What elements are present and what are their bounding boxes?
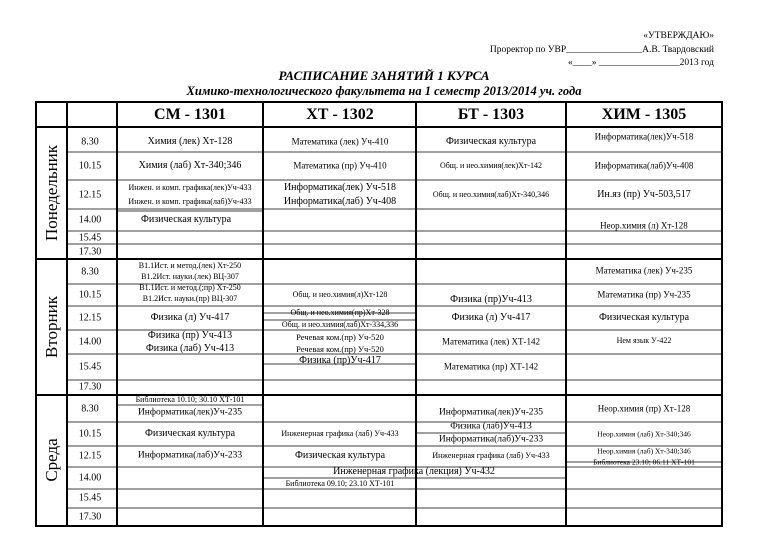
time-slot: 17.30 (78, 381, 102, 393)
lesson-entry: В1.1Ист. и метод.(;пр) Хт-250 (139, 283, 241, 292)
lesson-entry: Математика (пр) Уч-410 (293, 160, 387, 171)
group-header-sm-1301: СМ - 1301 (154, 106, 226, 123)
lesson-entry: В1.2Ист. науки.(пр) ВЦ-307 (142, 294, 238, 303)
lesson-entry: Неор.химия (лаб) Хт-340;346 (597, 429, 691, 439)
time-slot: 8.30 (81, 136, 99, 148)
lesson-entry: Библиотека 10.10; 30.10 ХТ-101 (135, 395, 245, 404)
lesson-entry: Физика (пр)Уч-417 (299, 355, 381, 366)
lesson-entry: Ин.яз (пр) Уч-503,517 (597, 189, 691, 200)
lesson-entry: Информатика(лек)Уч-235 (438, 407, 544, 418)
prorector-signature-line: Проректор по УВР________________А.В. Твардовский (489, 45, 714, 55)
lesson-entry: Химия (лек) Хт-128 (147, 136, 233, 147)
time-slot: 17.30 (78, 246, 102, 258)
group-header-ht-1302: ХТ - 1302 (306, 106, 374, 123)
lesson-entry: Речевая ком.(пр) Уч-520 (296, 343, 384, 354)
time-slot: 15.45 (78, 232, 102, 244)
lesson-entry: Математика (лек) Уч-235 (595, 265, 693, 276)
lesson-entry: Инжен. и комп. графика(лек)Уч-433 (128, 183, 252, 192)
lesson-entry: Общ. и нео.химия(лаб)Хт-334,336 (281, 320, 399, 329)
time-slot: 12.15 (78, 312, 102, 324)
lesson-entry: Информатика(лек) Уч-518 (283, 182, 397, 193)
lesson-entry: Информатика(лаб)Уч-233 (137, 450, 243, 461)
lesson-entry: Неор.химия (пр) Хт-128 (597, 403, 691, 414)
lesson-entry: Неор.химия (л) Хт-128 (600, 220, 688, 231)
lesson-entry: Физика (л) Уч-417 (150, 312, 230, 323)
time-slot: 8.30 (81, 266, 99, 278)
lesson-entry: Общ. и нео.химия(лек)Хт-142 (439, 161, 543, 170)
lesson-entry: Речевая ком.(пр) Уч-520 (296, 331, 384, 342)
day-wednesday: Среда (42, 438, 61, 482)
lesson-entry: Математика (лек) Уч-410 (291, 136, 389, 147)
time-slot: 15.45 (78, 361, 102, 373)
lesson-entry: Инженерная графика (лаб) Уч-433 (281, 429, 399, 438)
lesson-entry: Физическая культура (445, 136, 537, 147)
day-monday: Понедельник (42, 144, 61, 242)
lesson-entry: Общ. и нео.химия(пр)Хт-328 (290, 308, 390, 317)
approval-stamp: «УТВЕРЖДАЮ» (643, 31, 714, 41)
time-slot: 14.00 (78, 472, 102, 484)
lesson-entry: Нем язык У-422 (616, 336, 672, 345)
lesson-entry: Математика (пр) Уч-235 (597, 289, 691, 300)
lesson-entry: Физика (лаб)Уч-413 (450, 421, 532, 432)
lesson-entry: Инженерная графика (лаб) Уч-433 (432, 451, 550, 460)
lesson-entry: Инжен. и комп. графика(лаб)Уч-433 (128, 197, 252, 206)
lesson-entry: Химия (лаб) Хт-340;346 (138, 160, 242, 171)
lesson-entry: Физическая культура (294, 450, 386, 461)
lesson-entry: Информатика(лаб)Уч-233 (438, 434, 544, 445)
lesson-entry: Физическая культура (144, 428, 236, 439)
lesson-entry: Физическая культура (140, 214, 232, 225)
lesson-entry: Библиотека 09.10; 23.10 ХТ-101 (285, 479, 395, 488)
time-slot: 14.00 (78, 336, 102, 348)
lesson-entry: Информатика(лек)Уч-235 (137, 407, 243, 418)
lesson-entry: Информатика(лаб)Уч-408 (594, 160, 694, 171)
lesson-entry: Общ. и нео.химия(л)Хт-128 (292, 290, 388, 299)
lesson-entry: Физическая культура (598, 312, 690, 323)
time-slot: 8.30 (81, 403, 99, 415)
lesson-entry: В1.1Ист. и метод.(лек) Хт-250 (138, 261, 242, 270)
time-slot: 15.45 (78, 492, 102, 504)
approval-date-line: «____» _________________2013 год (568, 58, 714, 68)
lesson-entry: Физика (пр) Уч-413 (147, 330, 233, 341)
lesson-entry: Неор.химия (лаб) Хт-340;346 (597, 446, 691, 456)
time-slot: 10.15 (78, 428, 102, 440)
lesson-entry: Физика (лаб) Уч-413 (145, 343, 235, 354)
lesson-entry: Общ. и нео.химия(лаб)Хт-340,346 (432, 190, 550, 199)
lesson-entry: Математика (пр) ХТ-142 (443, 361, 539, 372)
group-header-bt-1303: БТ - 1303 (457, 106, 525, 123)
lesson-entry: Информатика(лек)Уч-518 (594, 131, 694, 142)
time-slot: 12.15 (78, 189, 102, 201)
time-slot: 10.15 (78, 289, 102, 301)
time-slot: 10.15 (78, 160, 102, 172)
lesson-entry: Информатика(лаб) Уч-408 (283, 196, 397, 207)
lesson-entry: Физика (л) Уч-417 (451, 312, 531, 323)
day-tuesday: Вторник (42, 296, 61, 358)
lesson-entry: В1.2Ист. науки.(лек) ВЦ-307 (141, 272, 239, 281)
group-header-him-1305: ХИМ - 1305 (601, 106, 687, 123)
lesson-entry: Физика (пр)Уч-413 (450, 294, 532, 305)
lesson-entry: Библиотека 23.10; 06.11 ХТ-101 (593, 457, 695, 467)
lesson-entry: Математика (лек) ХТ-142 (442, 336, 540, 347)
time-slot: 12.15 (78, 450, 102, 462)
time-slot: 17.30 (78, 511, 102, 523)
faculty-subtitle: Химико-технологического факультета на 1 семестр 2013/2014 уч. года (186, 84, 582, 98)
schedule-title: РАСПИСАНИЕ ЗАНЯТИЙ 1 КУРСА (278, 68, 490, 83)
lesson-entry: Инженерная графика (лекция) Уч-432 (333, 466, 495, 477)
time-slot: 14.00 (78, 214, 102, 226)
